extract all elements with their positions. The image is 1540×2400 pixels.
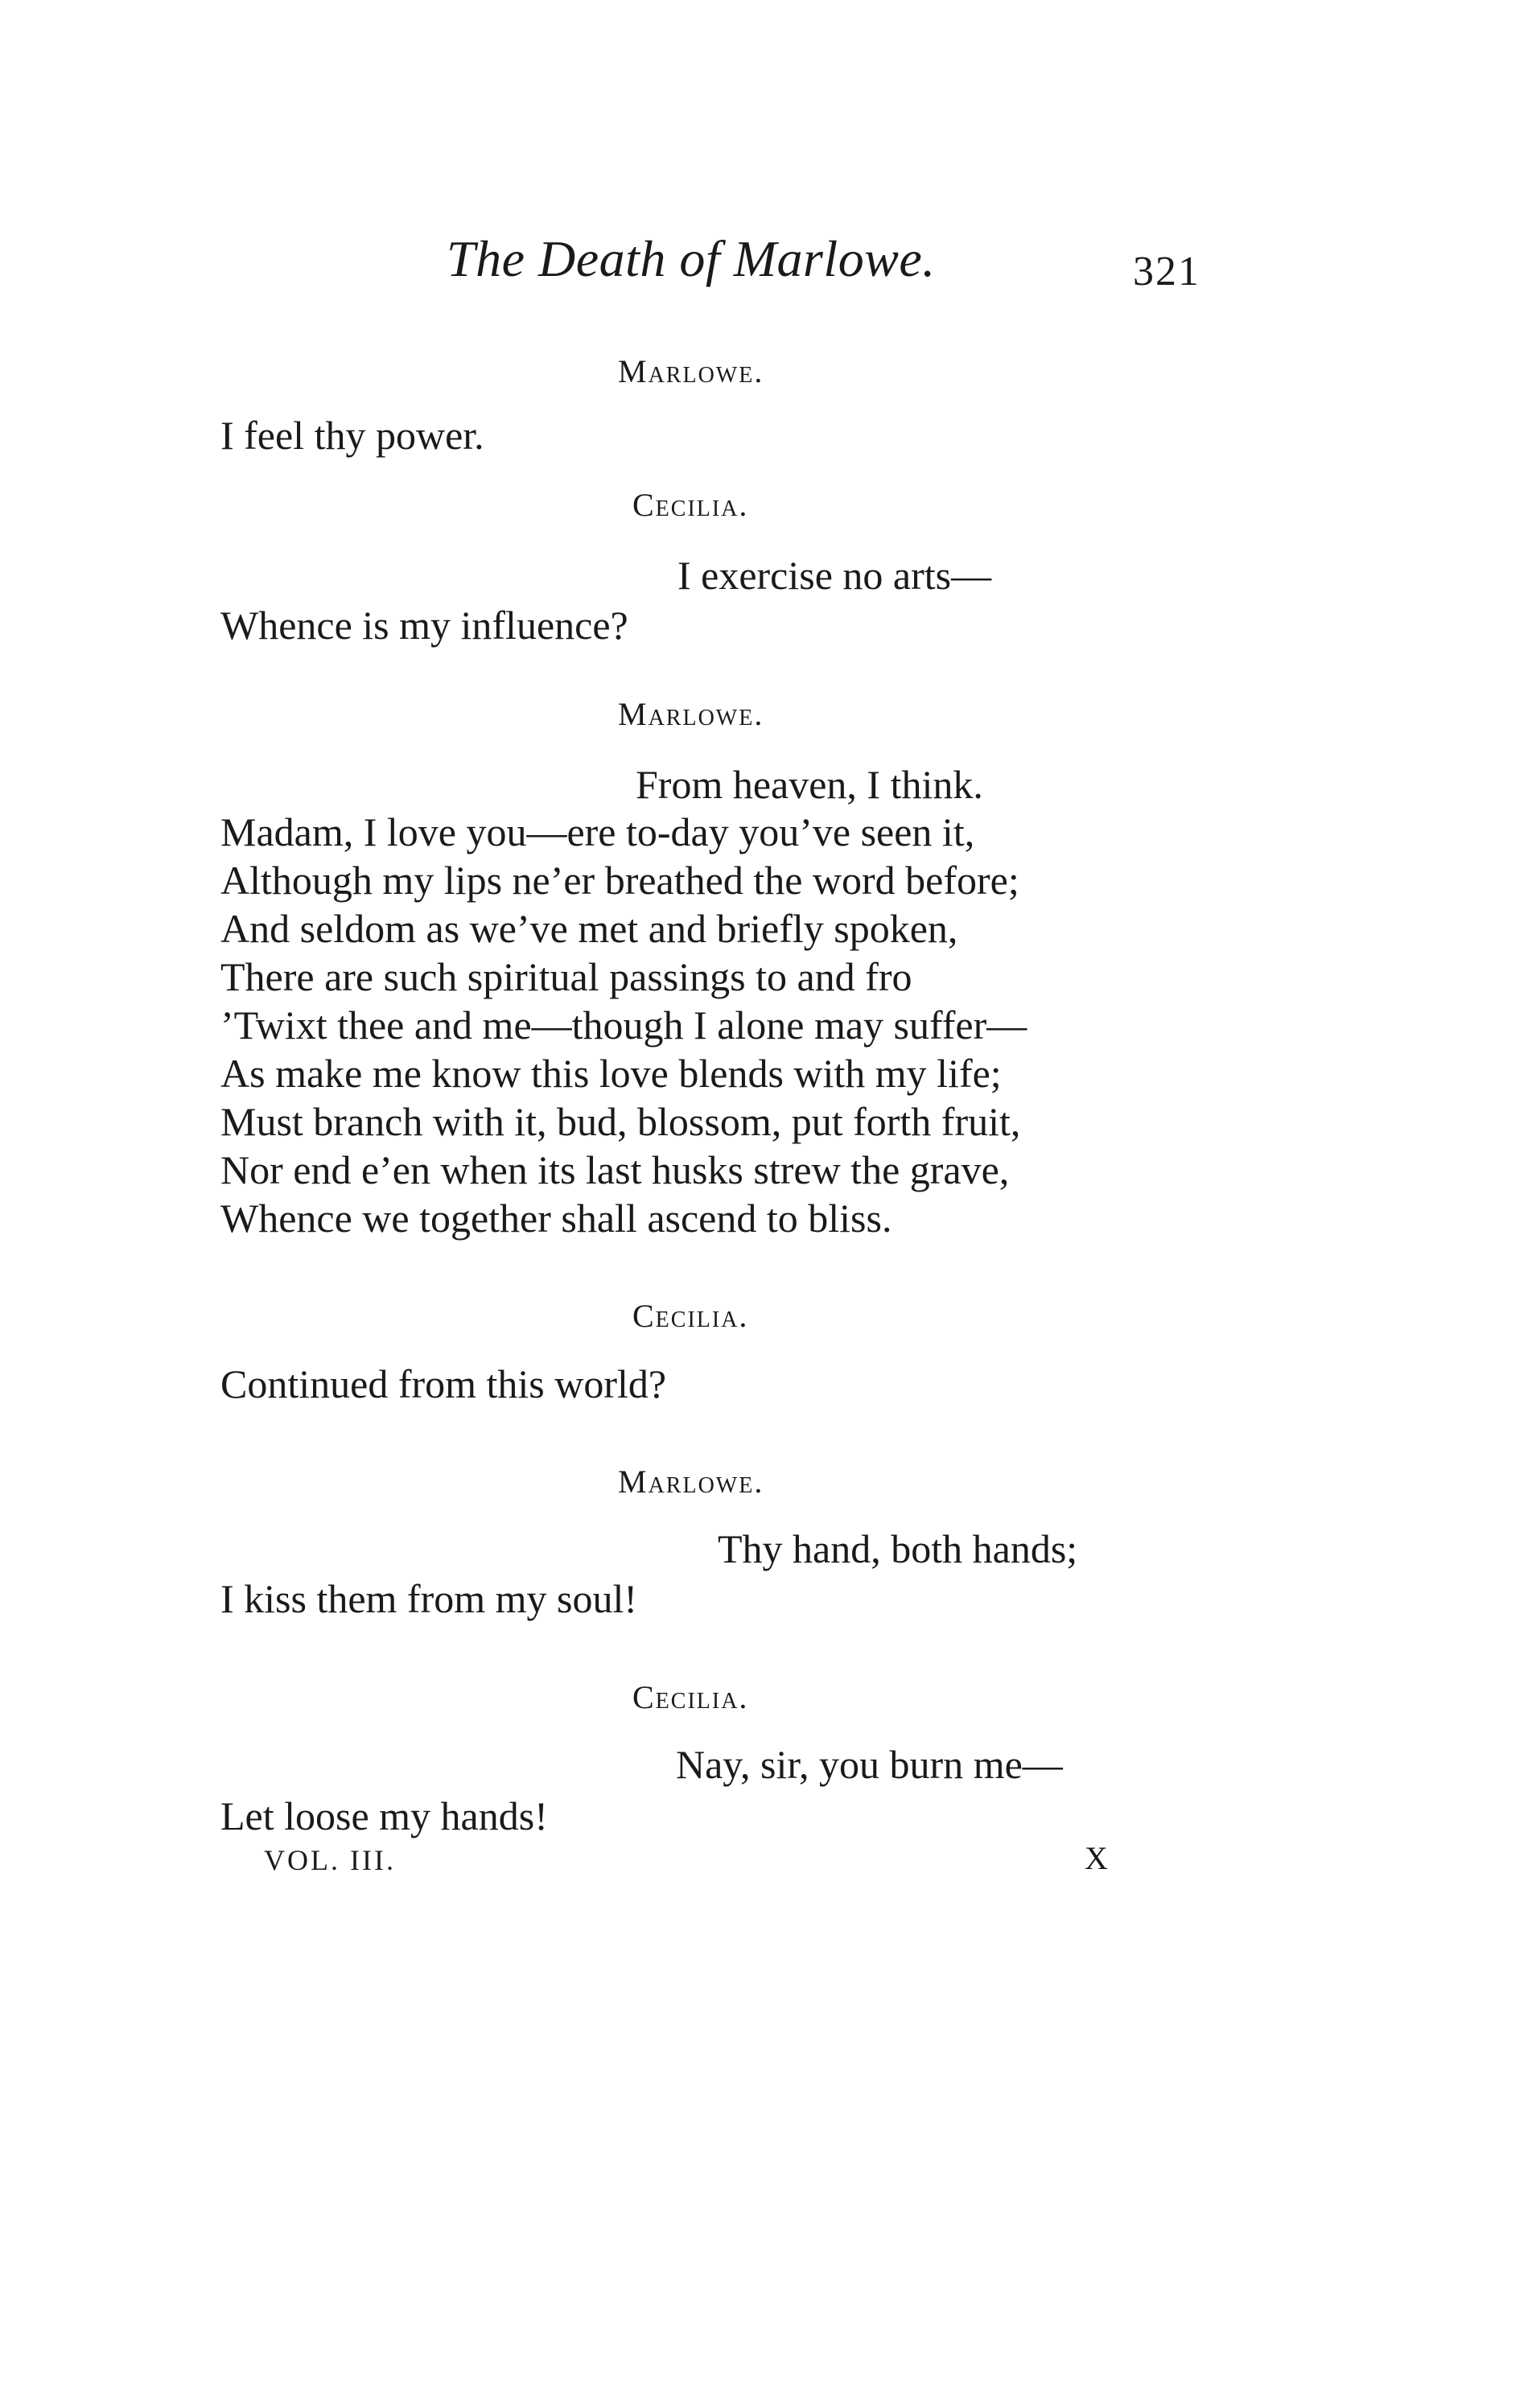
- speaker-heading: Marlowe.: [618, 696, 764, 732]
- volume-signature: VOL. III.: [264, 1844, 396, 1876]
- speaker-heading: Cecilia.: [632, 1679, 749, 1715]
- verse-line: Nor end e’en when its last husks strew the grave,: [220, 1147, 1010, 1192]
- speaker-heading: Marlowe.: [618, 1463, 764, 1500]
- verse-line: From heaven, I think.: [636, 762, 983, 807]
- verse-line: Nay, sir, you burn me—: [676, 1742, 1063, 1787]
- signature-mark: X: [1085, 1840, 1108, 1876]
- speaker-heading: Marlowe.: [618, 353, 764, 389]
- verse-line: I kiss them from my soul!: [220, 1576, 638, 1621]
- verse-line: Madam, I love you—ere to-day you’ve seen it,: [220, 809, 975, 854]
- speaker-heading: Cecilia.: [632, 487, 749, 523]
- verse-line: Continued from this world?: [220, 1361, 667, 1406]
- verse-line: Let loose my hands!: [220, 1793, 548, 1838]
- verse-line: Whence is my influence?: [220, 603, 628, 648]
- verse-line: Thy hand, both hands;: [718, 1526, 1078, 1571]
- verse-line: Whence we together shall ascend to bliss.: [220, 1196, 892, 1241]
- verse-line: And seldom as we’ve met and briefly spoken,: [220, 906, 958, 951]
- page-number: 321: [1133, 249, 1200, 294]
- speaker-heading: Cecilia.: [632, 1298, 749, 1334]
- verse-line: I exercise no arts—: [677, 553, 992, 598]
- verse-line: As make me know this love blends with my life;: [220, 1051, 1002, 1096]
- verse-line: ’Twixt thee and me—though I alone may suffer—: [220, 1002, 1027, 1048]
- verse-line: I feel thy power.: [220, 413, 484, 458]
- verse-line: Must branch with it, bud, blossom, put forth fruit,: [220, 1099, 1021, 1144]
- running-title: The Death of Marlowe.: [447, 230, 936, 287]
- verse-line: There are such spiritual passings to and fro: [220, 954, 912, 999]
- verse-line: Although my lips ne’er breathed the word before;: [220, 858, 1019, 903]
